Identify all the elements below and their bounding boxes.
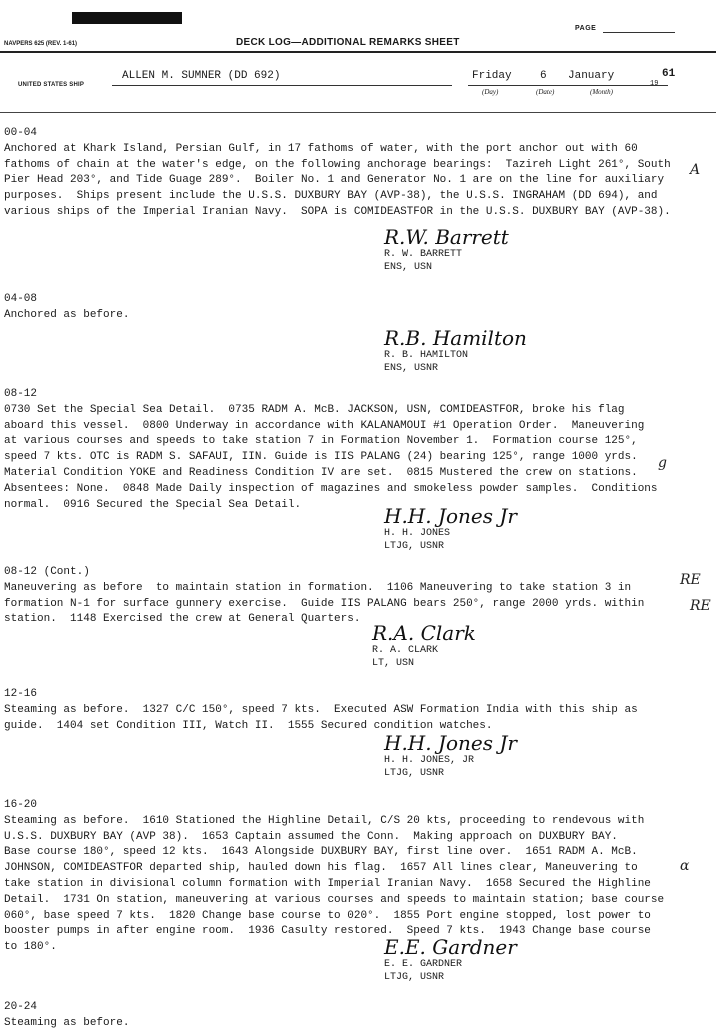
header-bottom-rule xyxy=(0,112,716,113)
date-underline xyxy=(468,85,668,86)
signer-name: R. A. CLARK xyxy=(372,645,439,656)
signature-block xyxy=(384,732,517,780)
watch-time: 12-16 xyxy=(4,688,38,700)
log-date: 6 xyxy=(540,70,547,82)
signer-rank: LTJG, USNR xyxy=(384,541,445,552)
signature-block xyxy=(372,622,476,670)
log-line: 060°, base speed 7 kts. 1820 Change base course to 020°. 1855 Port engine stopped, lost power to xyxy=(4,909,651,922)
signature-block xyxy=(384,226,509,274)
year-prefix: 19 xyxy=(650,80,659,88)
page-label: PAGE xyxy=(575,25,597,32)
watch-time: 16-20 xyxy=(4,799,38,811)
ship-name: ALLEN M. SUMNER (DD 692) xyxy=(122,70,281,82)
watch-entry-04-08 xyxy=(4,292,694,324)
signature-block xyxy=(384,327,527,375)
margin-note: RE xyxy=(680,572,701,588)
log-line: Steaming as before. 1327 C/C 150°, speed 7 kts. Executed ASW Formation India with this ship as xyxy=(4,703,638,716)
header-rule xyxy=(0,51,716,53)
watch-time: 20-24 xyxy=(4,1001,38,1013)
handwritten-signature: R.A. Clark xyxy=(372,621,476,645)
log-year: 61 xyxy=(662,68,676,80)
log-line: purposes. Ships present include the U.S.S. DUXBURY BAY (AVP-38), the U.S.S. INGRAHAM (DD 694), and xyxy=(4,190,658,203)
watch-time: 08-12 (Cont.) xyxy=(4,566,90,578)
signer-rank: ENS, USN xyxy=(384,262,433,273)
signer-name: H. H. JONES, JR xyxy=(384,755,475,766)
log-line: Material Condition YOKE and Readiness Condition IV are set. 0815 Mustered the crew on stations. xyxy=(4,466,638,479)
watch-entry-00-04 xyxy=(4,126,694,221)
handwritten-signature: H.H. Jones Jr xyxy=(384,731,517,755)
log-line: JOHNSON, COMIDEASTFOR departed ship, hauled down his flag. 1657 All lines clear, Maneuvering to xyxy=(4,862,638,875)
log-line: U.S.S. DUXBURY BAY (AVP 38). 1653 Captain assumed the Conn. Making approach on DUXBURY BAY. xyxy=(4,830,618,843)
log-line: Base course 180°, speed 12 kts. 1643 Alongside DUXBURY BAY, first line over. 1651 RADM A. McB. xyxy=(4,846,638,859)
margin-note: RE xyxy=(690,598,711,614)
watch-time: 04-08 xyxy=(4,293,38,305)
date-caption: (Date) xyxy=(536,88,555,96)
signer-rank: ENS, USNR xyxy=(384,363,439,374)
log-line: station. 1148 Exercised the crew at General Quarters. xyxy=(4,613,361,626)
log-line: Maneuvering as before to maintain station in formation. 1106 Maneuvering to take station 3 in xyxy=(4,581,632,594)
signer-name: H. H. JONES xyxy=(384,528,451,539)
signer-rank: LTJG, USNR xyxy=(384,972,445,983)
redacted-block xyxy=(72,12,182,24)
form-number: NAVPERS 625 (REV. 1-61) xyxy=(4,41,78,47)
log-line: Anchored at Khark Island, Persian Gulf, in 17 fathoms of water, with the port anchor out with 60 xyxy=(4,142,638,155)
log-day: Friday xyxy=(472,70,512,82)
log-line: formation N-1 for surface gunnery exercise. Guide IIS PALANG bears 250°, range 2000 yrds. within xyxy=(4,597,645,610)
signer-rank: LT, USN xyxy=(372,658,415,669)
log-line: Absentees: None. 0848 Made Daily inspection of magazines and smokeless powder samples. Conditions xyxy=(4,482,658,495)
watch-entry-08-12-cont xyxy=(4,565,694,628)
watch-time: 00-04 xyxy=(4,127,38,139)
signer-name: E. E. GARDNER xyxy=(384,959,463,970)
log-line: to 180°. xyxy=(4,941,57,954)
log-line: Anchored as before. xyxy=(4,308,130,321)
watch-entry-12-16 xyxy=(4,687,694,734)
day-caption: (Day) xyxy=(482,88,499,96)
watch-time: 08-12 xyxy=(4,388,38,400)
handwritten-signature: H.H. Jones Jr xyxy=(384,504,517,528)
signer-name: R. B. HAMILTON xyxy=(384,350,469,361)
margin-note: α xyxy=(680,858,690,874)
log-line: guide. 1404 set Condition III, Watch II. 1555 Secured condition watches. xyxy=(4,719,493,732)
log-line: 0730 Set the Special Sea Detail. 0735 RADM A. McB. JACKSON, USN, COMIDEASTFOR, broke his flag xyxy=(4,403,625,416)
log-line: Detail. 1731 On station, maneuvering at various courses and speeds to maintain station; base course xyxy=(4,893,665,906)
month-caption: (Month) xyxy=(590,88,613,96)
log-line: at various courses and speeds to take station 7 in Formation November 1. Formation course 125°, xyxy=(4,435,638,448)
log-line: normal. 0916 Secured the Special Sea Detail. xyxy=(4,498,302,511)
sheet-title: DECK LOG—ADDITIONAL REMARKS SHEET xyxy=(236,37,460,48)
watch-entry-20-24 xyxy=(4,1000,694,1032)
signer-name: R. W. BARRETT xyxy=(384,249,463,260)
handwritten-signature: R.B. Hamilton xyxy=(384,326,527,350)
signature-block xyxy=(384,936,517,984)
log-line: speed 7 kts. OTC is RADM S. SAFAUI, IIN. Guide is IIS PALANG (24) bearing 125°, range 1000 yrds. xyxy=(4,451,638,464)
ship-label: UNITED STATES SHIP xyxy=(18,82,85,88)
log-line: Pier Head 203°, and Tide Guage 289°. Boiler No. 1 and Generator No. 1 are on the line for auxiliary xyxy=(4,174,665,187)
signer-rank: LTJG, USNR xyxy=(384,768,445,779)
ship-underline xyxy=(112,85,452,86)
watch-entry-08-12 xyxy=(4,387,694,513)
log-month: January xyxy=(568,70,615,82)
log-line: Steaming as before. 1610 Stationed the Highline Detail, C/S 20 kts, proceeding to rendevous with xyxy=(4,814,645,827)
log-line: take station in divisional column formation with Imperial Iranian Navy. 1658 Secured the Highline xyxy=(4,877,651,890)
signature-block xyxy=(384,505,517,553)
log-line: aboard this vessel. 0800 Underway in accordance with KALANAMOUI #1 Operation Order. Maneuvering xyxy=(4,419,645,432)
log-line: various ships of the Imperial Iranian Navy. SOPA is COMIDEASTFOR in the U.S.S. DUXBURY BAY (AVP-38). xyxy=(4,205,671,218)
log-line: booster pumps in after engine room. 1936 Casulty restored. Speed 7 kts. 1943 Change base course xyxy=(4,925,651,938)
handwritten-signature: R.W. Barrett xyxy=(384,225,509,249)
log-line: Steaming as before. xyxy=(4,1016,130,1029)
log-line: fathoms of chain at the water's edge, on the following anchorage bearings: Tazireh Light 261°, South xyxy=(4,158,671,171)
margin-note: g xyxy=(658,455,667,471)
margin-note: A xyxy=(690,162,701,178)
page-number-line xyxy=(603,32,675,33)
handwritten-signature: E.E. Gardner xyxy=(384,935,517,959)
watch-entry-16-20 xyxy=(4,798,694,959)
